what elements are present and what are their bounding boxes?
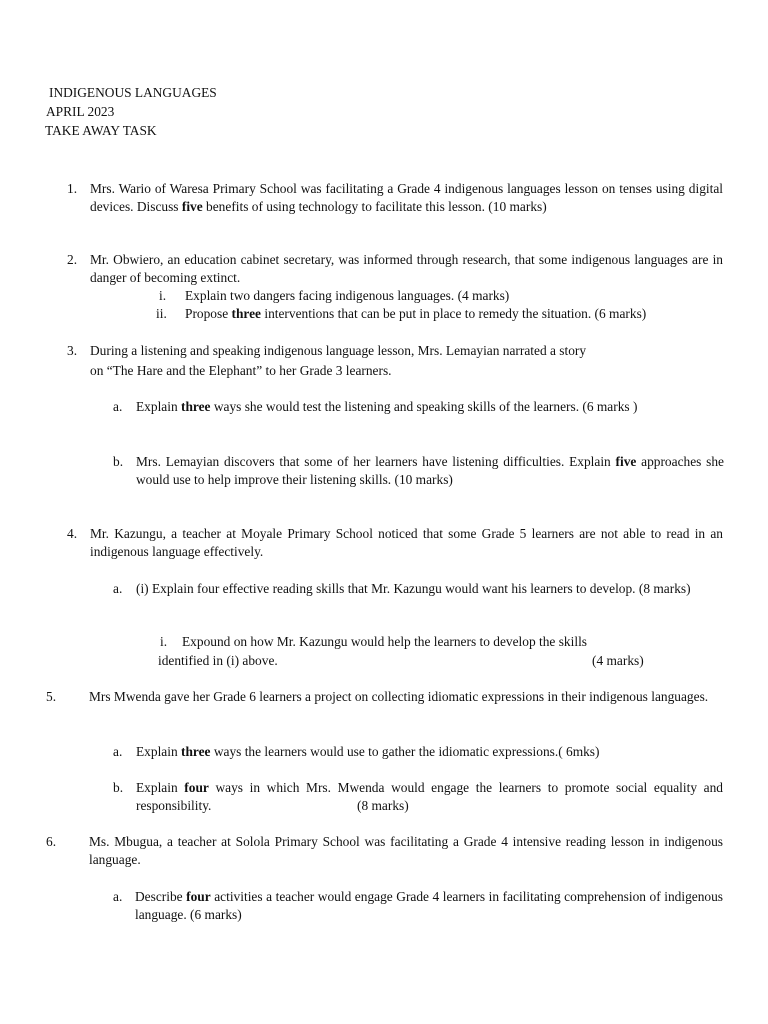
question-2-i-text: Explain two dangers facing indigenous languages. (4 marks) [185,288,510,303]
question-3-b-text: Mrs. Lemayian discovers that some of her learners have listening difficulties. Explain five approaches she would use to help improve their listening skills. (10 marks) [136,454,724,487]
question-2-number: 2. [67,252,78,267]
question-3-number: 3. [67,343,78,358]
question-3-b-number: b. [113,454,124,469]
question-4-i-number: i. [160,634,168,649]
question-4-a-text: (i) Explain four effective reading skills that Mr. Kazungu would want his learners to develop. (8 marks) [136,581,691,596]
question-5-b-text: Explain four ways in which Mrs. Mwenda would engage the learners to promote social equality and responsibility. [136,780,724,813]
emphasis-word: three [181,744,211,759]
question-5-b-marks: (8 marks) [357,798,409,813]
question-4-i-line-2: identified in (i) above. [158,653,278,668]
question-2-ii-number: ii. [156,306,167,321]
question-4-i-marks: (4 marks) [592,653,644,668]
question-6-text: Ms. Mbugua, a teacher at Solola Primary School was facilitating a Grade 4 intensive reading lesson in indigenous language. [89,834,723,867]
task-heading: TAKE AWAY TASK [45,123,157,138]
question-2-i-number: i. [159,288,167,303]
subject-heading: INDIGENOUS LANGUAGES [49,85,217,100]
question-6-a-number: a. [113,889,123,904]
question-6-a-text: Describe four activities a teacher would engage Grade 4 learners in facilitating comprehension of indigenous language. (6 marks) [135,889,723,922]
emphasis-word: five [615,454,637,469]
emphasis-word: four [186,889,211,904]
question-1-number: 1. [67,181,78,196]
question-5-number: 5. [46,689,57,704]
question-3-line-2: on “The Hare and the Elephant” to her Grade 3 learners. [90,363,392,378]
question-4-a-number: a. [113,581,123,596]
question-5-b-number: b. [113,780,124,795]
question-6-number: 6. [46,834,57,849]
question-4-text: Mr. Kazungu, a teacher at Moyale Primary School noticed that some Grade 5 learners are not able to read in an indigenous language effectively. [90,526,723,559]
emphasis-word: three [181,399,211,414]
question-3-line-1: During a listening and speaking indigenous language lesson, Mrs. Lemayian narrated a story [90,343,587,358]
emphasis-word: five [181,199,203,214]
question-3-a-number: a. [113,399,123,414]
question-2-text: Mr. Obwiero, an education cabinet secretary, was informed through research, that some indigenous languages are in danger of becoming extinct. [90,252,723,285]
question-5-a-text: Explain three ways the learners would use to gather the idiomatic expressions.( 6mks) [136,744,600,759]
emphasis-word: three [231,306,261,321]
question-5-a-number: a. [113,744,123,759]
question-3-a-text: Explain three ways she would test the listening and speaking skills of the learners. (6 marks ) [136,399,638,414]
question-1-text: Mrs. Wario of Waresa Primary School was facilitating a Grade 4 indigenous languages lesson on tenses using digital devices. Discuss five benefits of using technology to facilitate this lesson. (10 marks) [90,181,723,214]
question-5-text: Mrs Mwenda gave her Grade 6 learners a project on collecting idiomatic expressions in their indigenous languages. [89,689,709,704]
date-heading: APRIL 2023 [46,104,115,119]
emphasis-word: four [184,780,209,795]
question-4-i-line-1: Expound on how Mr. Kazungu would help the learners to develop the skills [182,634,587,649]
question-4-number: 4. [67,526,78,541]
question-2-ii-text: Propose three interventions that can be put in place to remedy the situation. (6 marks) [185,306,647,321]
